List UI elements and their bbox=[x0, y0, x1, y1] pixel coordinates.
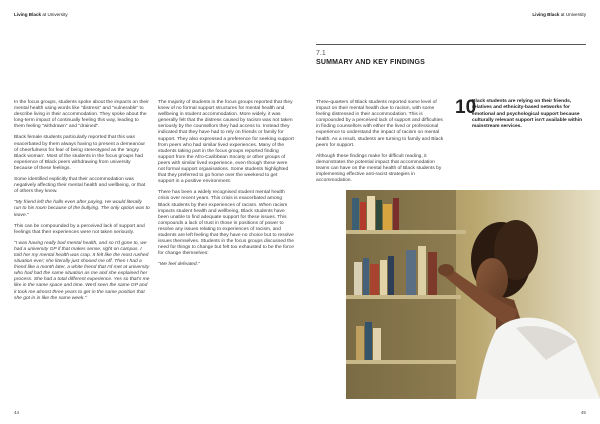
header-brand: Living Black bbox=[532, 12, 560, 17]
header-subtitle: at University bbox=[560, 12, 586, 17]
pull-quote: "My friend left the halls even after paying. He would literally run to his room because of the bullying. The only option was to leave." bbox=[14, 200, 150, 218]
body-paragraph: This can be compounded by a perceived lack of support and feelings that their experiences were not taken seriously. bbox=[14, 223, 145, 235]
photo-illustration bbox=[346, 190, 600, 399]
pull-quote: "I was having really bad mental health, and so I'd gone to, we had a university GP if that makes sense, right on campus. I told her my mental health was crap. It felt like the most rushed situation ever; she literally just shooed me off. Then I had a friend like a month later, a white friend that I'd met at university who had had the same situation as me and she explained her process. She had a total different experience. Yes so that's me like in the same space and time. We'd seen the same GP and it took me almost three years to get in the same position that she got in in like the same week." bbox=[14, 240, 150, 301]
pull-quote: "We feel defeated." bbox=[158, 262, 200, 268]
body-paragraph: The majority of students in the focus groups reported that they knew of no formal support structures for mental health and wellbeing in student accommodation. More widely, it was generally felt that the distress caused by racism was not taken seriously by the counsellors they had access to. Instead they indicated that they have had to rely on friends or family for support. They also expressed a preference for seeking support from peers who had similar lived experiences. Many of the students taking part in the focus groups reported finding support from the Afro-Caribbean Society or other groups of peers with similar lived experience, even though these were not formal support organisations. Some students highlighted that they preferred to go home over the weekend to get support in a positive environment. bbox=[158, 100, 294, 185]
text-column-3 bbox=[316, 100, 448, 189]
body-paragraph: There has been a widely recognised student mental health crisis over recent years. This crisis is exacerbated among Black students by their experiences of racism. When racism impacts student health and wellbeing, Black students have been unable to find adequate support for these issues. This compounds a lack of trust in those in positions of power to resolve any issues relating to experiences of racism, and students are left feeling that they have no choice but to resolve issues themselves. Students in the focus groups discussed the need for things to change but felt too exhausted to be the force for change themselves: bbox=[158, 190, 294, 257]
body-paragraph: Although these findings make for difficult reading, it demonstrates the potential impact that accommodation teams can have on the mental health of Black students by implementing effective anti-racist strategies in accommodation. bbox=[316, 153, 442, 184]
body-paragraph: Black female students particularly reported that this was exacerbated by them always having to present a demeanour of cheerfulness for fear of being stereotyped as the 'angry Black woman'. Most of the students in the focus groups had experience of Black peers withdrawing from university because of these feelings. bbox=[14, 135, 146, 171]
text-column-1 bbox=[14, 100, 150, 307]
finding-text: Black students are relying on their friends, relatives and ethnicity-based networks for emotional and psychological support because culturally relevant support isn't available within mainstream services. bbox=[472, 99, 583, 130]
running-header-right bbox=[532, 12, 586, 17]
page-number-left: 44 bbox=[14, 410, 20, 415]
section-heading bbox=[316, 44, 586, 67]
section-title: SUMMARY AND KEY FINDINGS bbox=[316, 59, 426, 66]
header-subtitle: at University bbox=[42, 12, 68, 17]
finding-number: 10 bbox=[455, 97, 477, 118]
header-brand: Living Black bbox=[14, 12, 42, 17]
student-library-photo bbox=[346, 190, 600, 399]
body-paragraph: Three-quarters of Black students reported some level of impact on their mental health due to racism, with some feeling distressed in their accommodation. This is compounded by a perceived lack of support and difficulties in finding counsellors with either the lived or professional experience to understand the impact of racism on mental health. As a result, students are turning to family and Black peers for support. bbox=[316, 100, 444, 148]
running-header-left bbox=[14, 12, 68, 17]
body-paragraph: In the focus groups, students spoke about the impacts on their mental health using words like "distress" and "vulnerable" to describe living in their accommodation. They spoke about the long-term impact of continually feeling this way, leading to them feeling "withdrawn" and "drained". bbox=[14, 100, 149, 130]
body-paragraph: Some identified explicitly that their accommodation was negatively affecting their mental health and wellbeing, or that of others they knew. bbox=[14, 177, 146, 195]
page-number-right: 45 bbox=[580, 410, 586, 415]
bookshelf bbox=[346, 190, 466, 399]
text-column-2 bbox=[158, 100, 294, 273]
section-number: 7.1 bbox=[316, 50, 326, 57]
